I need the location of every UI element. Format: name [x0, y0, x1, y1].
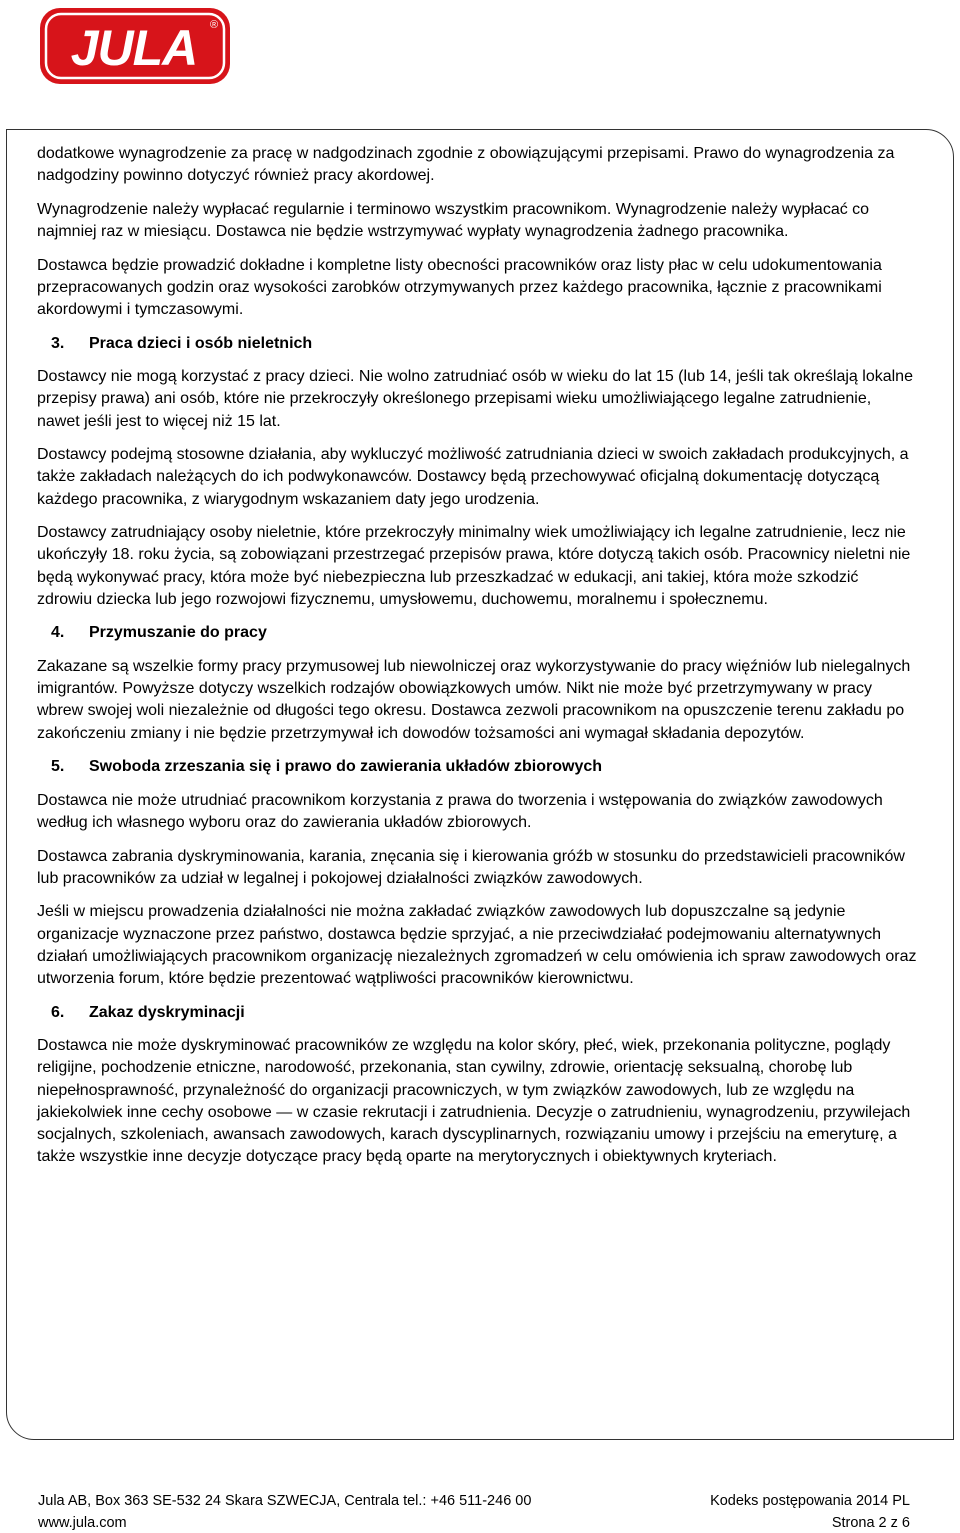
paragraph: Dostawca nie może dyskryminować pracowników ze względu na kolor skóry, płeć, wiek, przekonania polityczne, poglądy religijne, pochodzenie etniczne, narodowość, przekonania, stan cywilny, zdrowie, orientację seksualną, chorobę lub niepełnosprawność, przynależność do organizacji pracowniczych, w tym związków zawodowych, lub ze względu na jakiekolwiek inne cechy osobowe — w czasie rekrutacji i zatrudnienia. Decyzje o zatrudnieniu, wynagrodzeniu, przywilejach socjalnych, szkoleniach, awansach zawodowych, karach dyscyplinarnych, rozwiązaniu umowy i przejściu na emeryturę, a także wszystkie inne decyzje dotyczące pracy będą oparte na merytorycznych i obiektywnych kryteriach. — [37, 1037, 911, 1166]
document-body — [37, 143, 917, 1180]
registered-mark: ® — [209, 19, 219, 31]
paragraph: Dostawcy nie mogą korzystać z pracy dzieci. Nie wolno zatrudniać osób w wieku do lat 15 (lub 14, jeśli tak określają lokalne przepisy prawa) ani osób, które nie przekroczyły określonego przepisami wieku umożliwiającego legalne zatrudnienie, nawet jeśli jest to więcej niż 15 lat. — [37, 368, 913, 430]
paragraph: Dostawcy podejmą stosowne działania, aby wykluczyć możliwość zatrudniania dzieci w swoich zakładach produkcyjnych, a także zakładach należących do ich podwykonawców. Dostawcy będą przechowywać oficjalną dokumentację dotyczącą każdego pracownika, z wiarygodnym wskazaniem daty jego urodzenia. — [37, 446, 909, 508]
section-title: Swoboda zrzeszania się i prawo do zawierania układów zbiorowych — [89, 758, 603, 776]
paragraph: Dostawca zabrania dyskryminowania, karania, znęcania się i kierowania gróźb w stosunku do przedstawicieli pracowników lub pracowników za udział w legalnej i pokojowej działalności związków zawodowych. — [37, 847, 905, 887]
section-number: 6. — [51, 1003, 65, 1021]
paragraph: Wynagrodzenie należy wypłacać regularnie i terminowo wszystkim pracownikom. Wynagrodzenie należy wypłacać co najmniej raz w miesiącu. Dostawca nie będzie wstrzymywać wypłaty wynagrodzenia żadnego pracownika. — [37, 200, 870, 240]
section-title: Przymuszanie do pracy — [89, 624, 267, 642]
section-number: 4. — [51, 624, 65, 642]
paragraph: dodatkowe wynagrodzenie za pracę w nadgodzinach zgodnie z obowiązującymi przepisami. Prawo do wynagrodzenia za nadgodziny powinno dotyczyć również pracy akordowej. — [37, 145, 895, 185]
section-heading — [37, 1002, 917, 1024]
logo-text: JULA — [70, 20, 198, 76]
section-title: Zakaz dyskryminacji — [89, 1003, 245, 1021]
footer-page-number: Strona 2 z 6 — [831, 1515, 910, 1531]
paragraph: Dostawcy zatrudniający osoby nieletnie, które przekroczyły minimalny wiek umożliwiający ich legalne zatrudnienie, lecz nie ukończyły 18. roku życia, są zobowiązani przestrzegać przepisów prawa, które dotyczą takich osób. Pracownicy nieletni nie będą wykonywać pracy, która może być niebezpieczna lub przeszkadzać w edukacji, ani takiej, która może szkodzić zdrowiu dziecka lub jego rozwojowi fizycznemu, umysłowemu, duchowemu, moralnemu i społecznemu. — [37, 524, 911, 608]
jula-logo — [38, 6, 232, 86]
paragraph: Dostawca nie może utrudniać pracownikom korzystania z prawa do tworzenia i wstępowania do związków zawodowych według ich własnego wyboru oraz do zawierania układów zbiorowych. — [37, 791, 883, 831]
paragraph: Zakazane są wszelkie formy pracy przymusowej lub niewolniczej oraz wykorzystywanie do pracy więźniów lub nielegalnych imigrantów. Powyższe dotyczy wszelkich rodzajów obowiązkowych umów. Nikt nie może być przetrzymywany w pracy wbrew swojej woli niezależnie od długości tego okresu. Dostawca zezwoli pracownikom na opuszczenie terenu zakładu po zakończeniu zmiany i nie będzie przetrzymywał ich dowodów tożsamości ani wymagał składania depozytów. — [37, 657, 911, 742]
section-title: Praca dzieci i osób nieletnich — [89, 334, 313, 352]
section-heading — [37, 756, 917, 778]
section-number: 5. — [51, 758, 65, 776]
footer-row-2 — [38, 1514, 910, 1532]
section-heading — [37, 333, 917, 355]
section-heading — [37, 622, 917, 644]
section-number: 3. — [51, 334, 65, 352]
footer-doc-title: Kodeks postępowania 2014 PL — [710, 1493, 910, 1509]
paragraph: Jeśli w miejscu prowadzenia działalności nie można zakładać związków zawodowych lub dopuszczalne są jedynie organizacje wyznaczone przez państwo, dostawca będzie sprzyjać, a nie przeciwdziałać podejmowaniu alternatywnych działań umożliwiających pracownikom organizację niezależnych zgromadzeń w celu omówienia ich spraw zawodowych oraz utworzenia forum, które będzie prezentować wątpliwości pracowników kierownictwu. — [37, 903, 917, 987]
footer-address: Jula AB, Box 363 SE-532 24 Skara SZWECJA, Centrala tel.: +46 511-246 00 — [38, 1493, 532, 1509]
footer-row-1 — [38, 1492, 910, 1510]
footer-website: www.jula.com — [38, 1515, 127, 1531]
paragraph: Dostawca będzie prowadzić dokładne i kompletne listy obecności pracowników oraz listy płac w celu udokumentowania przepracowanych godzin oraz wysokości zarobków otrzymywanych przez każdego pracownika, łącznie z pracownikami akordowymi i tymczasowymi. — [37, 256, 882, 318]
